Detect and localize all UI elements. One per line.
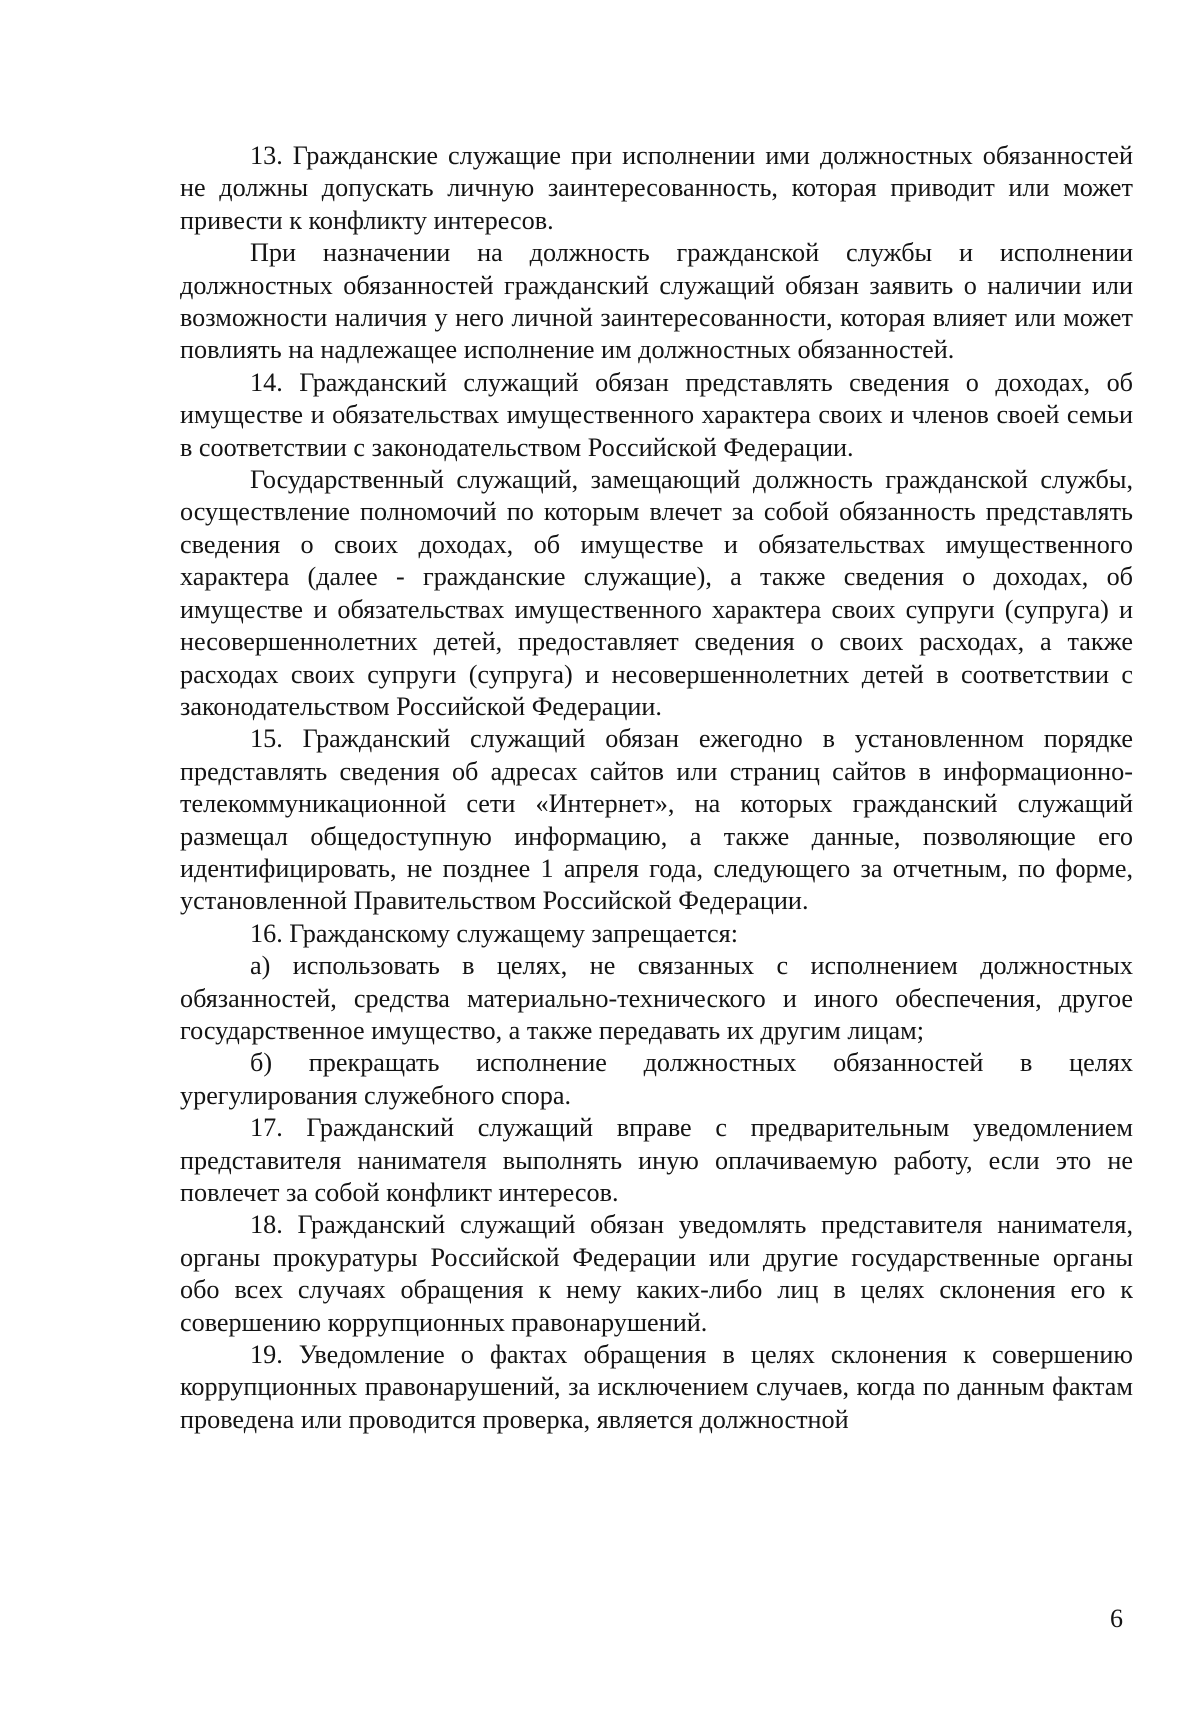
paragraph-19: 19. Уведомление о фактах обращения в целях склонения к совершению коррупционных правонарушений, за исключением случаев, когда по данным фактам проведена или проводится проверка, является должностной	[180, 1340, 1133, 1434]
document-body	[180, 140, 1133, 1436]
paragraph-16-b: б) прекращать исполнение должностных обязанностей в целях урегулирования служебного спора.	[180, 1048, 1133, 1110]
page-number: 6	[1110, 1604, 1123, 1633]
paragraph-13-declaration: При назначении на должность гражданской службы и исполнении должностных обязанностей гражданский служащий обязан заявить о наличии или возможности наличия у него личной заинтересованности, которая влияет или может повлиять на надлежащее исполнение им должностных обязанностей.	[180, 238, 1133, 365]
paragraph-14-state-servant: Государственный служащий, замещающий должность гражданской службы, осуществление полномочий по которым влечет за собой обязанность представлять сведения о своих доходах, об имуществе и обязательствах имущественного характера (далее - гражданские служащие), а также сведения о доходах, об имуществе и обязательствах имущественного характера своих супруги (супруга) и несовершеннолетних детей, предоставляет сведения о своих расходах, а также расходах своих супруги (супруга) и несовершеннолетних детей в соответствии с законодательством Российской Федерации.	[180, 465, 1133, 721]
paragraph-16-a: а) использовать в целях, не связанных с исполнением должностных обязанностей, средства материально-технического и иного обеспечения, другое государственное имущество, а также передавать их другим лицам;	[180, 951, 1133, 1045]
paragraph-17: 17. Гражданский служащий вправе с предварительным уведомлением представителя нанимателя выполнять иную оплачиваемую работу, если это не повлечет за собой конфликт интересов.	[180, 1113, 1133, 1207]
paragraph-18: 18. Гражданский служащий обязан уведомлять представителя нанимателя, органы прокуратуры Российской Федерации или другие государственные органы обо всех случаях обращения к нему каких-либо лиц в целях склонения его к совершению коррупционных правонарушений.	[180, 1210, 1133, 1337]
paragraph-14: 14. Гражданский служащий обязан представлять сведения о доходах, об имуществе и обязательствах имущественного характера своих и членов своей семьи в соответствии с законодательством Российской Федерации.	[180, 367, 1133, 462]
paragraph-15: 15. Гражданский служащий обязан ежегодно в установленном порядке представлять сведения об адресах сайтов или страниц сайтов в информационно-телекоммуникационной сети «Интернет», на которых гражданский служащий размещал общедоступную информацию, а также данные, позволяющие его идентифицировать, не позднее 1 апреля года, следующего за отчетным, по форме, установленной Правительством Российской Федерации.	[180, 724, 1133, 916]
paragraph-16: 16. Гражданскому служащему запрещается:	[250, 918, 738, 948]
paragraph-13: 13. Гражданские служащие при исполнении ими должностных обязанностей не должны допускать личную заинтересованность, которая приводит или может привести к конфликту интересов.	[180, 141, 1133, 235]
